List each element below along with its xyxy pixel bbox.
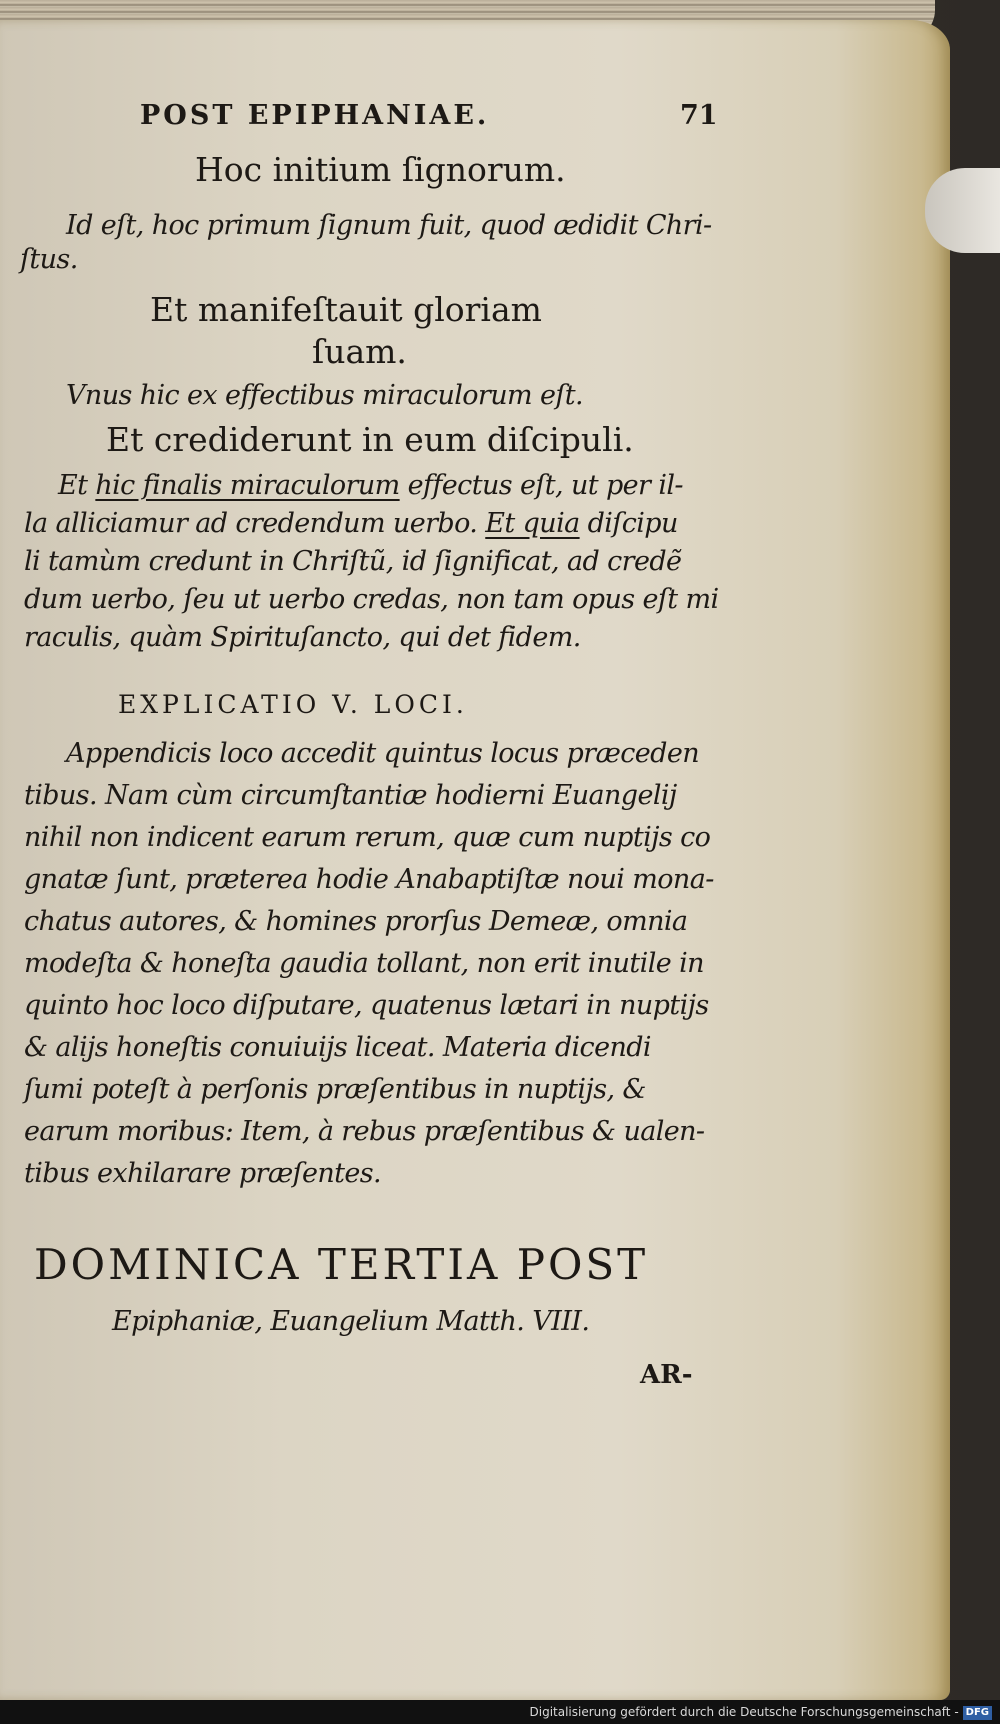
explicatio-line-8: & alijs honeſtis conuiuijs liceat. Materia dicendi	[24, 1032, 651, 1063]
digitization-footer	[0, 1700, 1000, 1724]
comment-2: Vnus hic ex effectibus miraculorum eſt.	[66, 380, 584, 411]
comment-3-line-4: dum uerbo, ſeu ut uerbo credas, non tam opus eſt mi	[24, 584, 719, 615]
explicatio-line-6: modeſta & honeſta gaudia tollant, non erit inutile in	[24, 948, 704, 979]
comment-1-line-2: ſtus.	[20, 244, 78, 275]
footer-credit: Digitalisierung gefördert durch die Deutsche Forschungsgemeinschaft -	[529, 1705, 959, 1719]
lemma-2-line-2: ſuam.	[312, 332, 407, 371]
page-tab-marker	[925, 168, 1000, 253]
explicatio-line-9: ſumi poteſt à perſonis præſentibus in nuptijs, &	[24, 1074, 646, 1105]
explicatio-line-11: tibus exhilarare præſentes.	[24, 1158, 382, 1189]
explicatio-line-7: quinto hoc loco diſputare, quatenus lætari in nuptijs	[24, 990, 709, 1021]
running-head-title: POST EPIPHANIAE.	[140, 100, 490, 131]
explicatio-line-2: tibus. Nam cùm circumſtantiæ hodierni Euangelij	[24, 780, 677, 811]
lemma-2-line-1: Et manifeſtauit gloriam	[150, 290, 542, 329]
comment-3-line-1: Et hic finalis miraculorum effectus eſt, ut per il-	[58, 470, 683, 501]
section-heading: EXPLICATIO V. LOCI.	[118, 690, 468, 719]
underlined-phrase-2: Et quia	[485, 508, 580, 539]
dfg-logo: DFG	[963, 1706, 992, 1720]
underlined-phrase-1: hic finalis miraculorum	[95, 470, 400, 501]
explicatio-line-10: earum moribus: Item, à rebus præſentibus & ualen-	[24, 1116, 705, 1147]
book-page	[0, 20, 950, 1700]
explicatio-line-1: Appendicis loco accedit quintus locus præceden	[66, 738, 700, 769]
comment-1-line-1: Id eſt, hoc primum ſignum fuit, quod ædidit Chri-	[66, 210, 712, 241]
comment-3-line-3: li tamùm credunt in Chriſtũ, id ſignificat, ad credẽ	[24, 546, 682, 577]
comment-3-line-2: la alliciamur ad credendum uerbo. Et quia diſcipu	[24, 508, 678, 539]
explicatio-line-4: gnatæ ſunt, præterea hodie Anabaptiſtæ noui mona-	[24, 864, 714, 895]
page-number: 71	[680, 100, 718, 131]
next-title-line-1: DOMINICA TERTIA POST	[34, 1240, 649, 1289]
next-title-line-2: Epiphaniæ, Euangelium Matth. VIII.	[112, 1306, 590, 1337]
explicatio-line-5: chatus autores, & homines prorſus Demeæ, omnia	[24, 906, 688, 937]
explicatio-line-3: nihil non indicent earum rerum, quæ cum nuptijs co	[24, 822, 711, 853]
lemma-3: Et crediderunt in eum diſcipuli.	[106, 420, 634, 459]
comment-3-line-5: raculis, quàm Spirituſancto, qui det fidem.	[24, 622, 581, 653]
lemma-1: Hoc initium ſignorum.	[195, 150, 566, 189]
catchword: AR-	[640, 1360, 693, 1390]
